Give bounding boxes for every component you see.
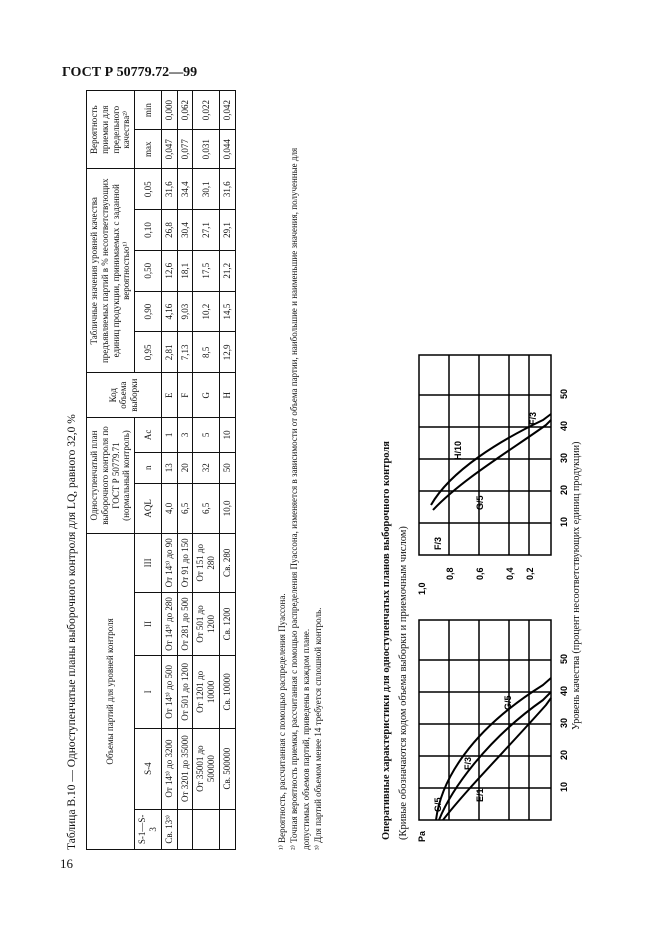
x-tick: 10 (559, 781, 569, 792)
n-cell: 20 (177, 452, 193, 483)
max-cell: 0,044 (219, 130, 235, 169)
value-cell: 30,1 (193, 169, 220, 210)
lot-cell: Св. 500000 (219, 728, 235, 809)
x-tick: 50 (559, 388, 569, 399)
prob-header: 0,50 (135, 250, 162, 291)
value-cell: 9,03 (177, 291, 193, 332)
footnote: ¹⁾ Вероятность, рассчитанная с помощью распределения Пуассона. (277, 593, 287, 850)
n-cell: 32 (193, 452, 220, 483)
page-number: 16 (60, 856, 73, 871)
lot-cell: От 3201 до 35000 (177, 728, 193, 809)
lot-cell: От 14³⁾ до 500 (161, 656, 177, 728)
level-header: III (135, 533, 162, 592)
aql-cell: 10,0 (219, 483, 235, 533)
value-cell: 14,5 (219, 291, 235, 332)
table-caption: Таблица В.10 — Одноступенчатые планы выборочного контроля для LQ, равного 32,0 % (66, 414, 78, 850)
lot-cell: От 35001 до 500000 (193, 728, 220, 809)
level-header: II (135, 592, 162, 655)
right-chart (419, 355, 551, 555)
tabulated-values-header: Табличные значения уровней качества предъявляемых партий в % несоответствующих единиц продукции, принимаемых с заданной вероятностью¹⁾ (87, 169, 135, 373)
value-cell: 31,6 (219, 169, 235, 210)
acceptance-prob-header: Вероятность приемки для предельного качества²⁾ (87, 91, 135, 169)
min-cell: 0,042 (219, 91, 235, 130)
level-header: S-1—S-3 (135, 809, 162, 849)
n-cell: 13 (161, 452, 177, 483)
ac-cell: 10 (219, 418, 235, 452)
min-cell: 0,022 (193, 91, 220, 130)
oc-curve (436, 678, 551, 820)
lot-cell (193, 809, 220, 849)
aql-header: AQL (135, 483, 162, 533)
x-tick: 20 (559, 749, 569, 760)
prob-header: 0,10 (135, 210, 162, 251)
min-header: min (135, 91, 162, 130)
value-cell: 27,1 (193, 210, 220, 251)
max-cell: 0,031 (193, 130, 220, 169)
footnotes (276, 110, 325, 850)
lot-cell: От 14³⁾ до 280 (161, 592, 177, 655)
lot-cell: Св. 10000 (219, 656, 235, 728)
value-cell: 31,6 (161, 169, 177, 210)
x-tick: 50 (559, 653, 569, 664)
left-chart (419, 620, 551, 820)
x-tick: 30 (559, 452, 569, 463)
prob-header: 0,95 (135, 332, 162, 373)
x-tick: 40 (559, 685, 569, 696)
value-cell: 30,4 (177, 210, 193, 251)
table-row (161, 91, 177, 850)
level-header: S-4 (135, 728, 162, 809)
right-chart-frame (419, 355, 551, 555)
curve-label: G/5 (475, 495, 485, 510)
value-cell: 34,4 (177, 169, 193, 210)
ac-cell: 1 (161, 418, 177, 452)
prob-header: 0,05 (135, 169, 162, 210)
lot-cell: От 91 до 150 (177, 533, 193, 592)
chart-title: Оперативные характеристики для одноступенчатых планов выборочного контроля (381, 441, 392, 840)
curve-label: E/1 (475, 788, 485, 802)
min-cell: 0,062 (177, 91, 193, 130)
value-cell: 7,13 (177, 332, 193, 373)
x-tick: 20 (559, 484, 569, 495)
value-cell: 2,81 (161, 332, 177, 373)
chart-subtitle: (Кривые обозначаются кодом объема выборки и приемочным числом) (398, 526, 409, 840)
y-tick: 0,8 (445, 567, 455, 580)
lot-cell: От 1201 до 10000 (193, 656, 220, 728)
x-tick: 30 (559, 717, 569, 728)
sampling-plans-table (86, 90, 236, 850)
code-cell: E (161, 373, 177, 418)
min-cell: 0,000 (161, 91, 177, 130)
lot-size-header: Объемы партий для уровней контроля (87, 533, 135, 849)
value-cell: 21,2 (219, 250, 235, 291)
table-row (219, 91, 235, 850)
aql-cell: 4,0 (161, 483, 177, 533)
value-cell: 8,5 (193, 332, 220, 373)
value-cell: 12,6 (161, 250, 177, 291)
lot-cell: Св. 280 (219, 533, 235, 592)
curve-label: F/3 (433, 536, 443, 550)
max-cell: 0,077 (177, 130, 193, 169)
footnote: ²⁾ Точная вероятность приемки, рассчитанная с помощью распределения Пуассона, изменяется в зависимости от объема партии, наибольшие и наименьшие значения, полученные для допустимых объемов партий, приведены в каждом плане. (289, 147, 312, 850)
oc-charts (411, 90, 576, 850)
x-tick: 10 (559, 516, 569, 527)
plan-header: Одноступенчатый план выборочного контроля по ГОСТ Р 50779.71 (нормальный контроль) (87, 418, 135, 534)
aql-cell: 6,5 (177, 483, 193, 533)
value-cell: 29,1 (219, 210, 235, 251)
lot-cell: От 281 до 500 (177, 592, 193, 655)
lot-cell: Св. 1200 (219, 592, 235, 655)
max-header: max (135, 130, 162, 169)
level-header: I (135, 656, 162, 728)
y-tick: 0,6 (475, 567, 485, 580)
ac-cell: 5 (193, 418, 220, 452)
document-header: ГОСТ Р 50779.72—99 (62, 65, 198, 80)
aql-cell: 6,5 (193, 483, 220, 533)
y-axis-label: Pa (417, 830, 427, 842)
value-cell: 12,9 (219, 332, 235, 373)
oc-curve (433, 420, 551, 510)
prob-header: 0,90 (135, 291, 162, 332)
value-cell: 10,2 (193, 291, 220, 332)
curve-label: G/5 (433, 797, 443, 812)
lot-cell: От 151 до 280 (193, 533, 220, 592)
code-header: Код объема выборки (87, 373, 162, 418)
footnote: ³⁾ Для партий объемом менее 14 требуется сплошной контроль. (313, 607, 324, 850)
oc-curve (443, 698, 551, 820)
value-cell: 26,8 (161, 210, 177, 251)
curve-label: G/5 (503, 695, 513, 710)
max-cell: 0,047 (161, 130, 177, 169)
y-tick: 0,2 (525, 567, 535, 580)
lot-cell: От 501 до 1200 (177, 656, 193, 728)
value-cell: 4,16 (161, 291, 177, 332)
table-row (177, 91, 193, 850)
lot-cell (219, 809, 235, 849)
table-row (193, 91, 220, 850)
code-cell: F (177, 373, 193, 418)
n-cell: 50 (219, 452, 235, 483)
curve-label: F/3 (528, 411, 538, 425)
lot-cell (177, 809, 193, 849)
lot-cell: От 501 до 1200 (193, 592, 220, 655)
x-axis-caption: Уровень качества (процент несоответствующих единиц продукции) (571, 441, 582, 730)
code-cell: G (193, 373, 220, 418)
y-tick: 0,4 (505, 567, 515, 580)
lot-cell: От 14³⁾ до 90 (161, 533, 177, 592)
value-cell: 17,5 (193, 250, 220, 291)
y-tick: 1,0 (417, 582, 427, 595)
code-cell: H (219, 373, 235, 418)
ac-header: Ac (135, 418, 162, 452)
x-tick: 40 (559, 420, 569, 431)
n-header: n (135, 452, 162, 483)
value-cell: 18,1 (177, 250, 193, 291)
curve-label: F/3 (463, 756, 473, 770)
curve-label: H/10 (453, 440, 463, 460)
lot-cell: От 14³⁾ до 3200 (161, 728, 177, 809)
ac-cell: 3 (177, 418, 193, 452)
rotated-content (66, 90, 582, 850)
lot-cell: Св. 13³⁾ (161, 809, 177, 849)
